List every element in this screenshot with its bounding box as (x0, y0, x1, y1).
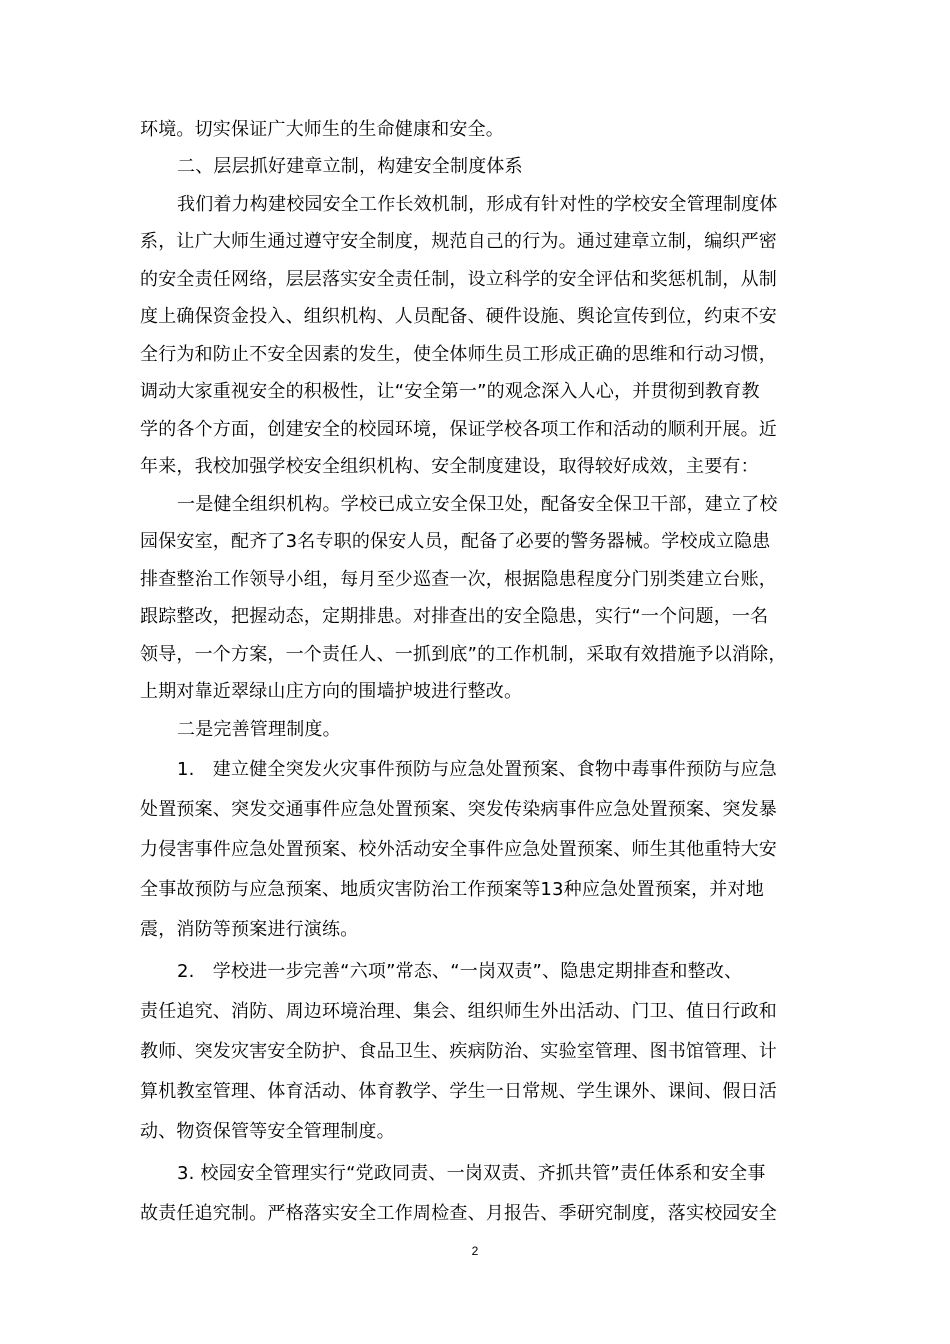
text-line: 调动大家重视安全的积极性，让“安全第一”的观念深入人心，并贯彻到教育教 (140, 381, 760, 402)
text-line: 学的各个方面，创建安全的校园环境，保证学校各项工作和活动的顺利开展。近 (140, 419, 777, 440)
text-line: 上期对靠近翠绿山庄方向的围墙护坡进行整改。 (140, 681, 523, 702)
text-line: 度上确保资金投入、组织机构、人员配备、硬件设施、舆论宣传到位，约束不安 (140, 306, 777, 327)
text-line: 领导，一个方案，一个责任人、一抓到底”的工作机制，采取有效措施予以消除， (140, 644, 787, 665)
text-line: 排查整治工作领导小组，每月至少巡查一次，根据隐患程度分门别类建立台账， (140, 569, 777, 590)
page-number: 2 (471, 1244, 479, 1258)
text-line: 全事故预防与应急预案、地质灾害防治工作预案等13种应急处置预案，并对地 (140, 879, 764, 900)
text-line: 震，消防等预案进行演练。 (140, 919, 359, 940)
text-line: 的安全责任网络，层层落实安全责任制，设立科学的安全评估和奖惩机制，从制 (140, 269, 777, 290)
text-line: 年来，我校加强学校安全组织机构、安全制度建设，取得较好成效，主要有： (140, 456, 759, 477)
text-line: 系，让广大师生通过遵守安全制度，规范自己的行为。通过建章立制，编织严密 (140, 231, 777, 252)
text-line: 教师、突发灾害安全防护、食品卫生、疾病防治、实验室管理、图书馆管理、计 (140, 1041, 777, 1062)
text-line: 责任追究、消防、周边环境治理、集会、组织师生外出活动、门卫、值日行政和 (140, 1001, 777, 1022)
text-line: 环境。切实保证广大师生的生命健康和安全。 (140, 119, 504, 140)
text-line: 园保安室，配齐了3名专职的保安人员，配备了必要的警务器械。学校成立隐患 (140, 531, 771, 552)
text-line: 二是完善管理制度。 (177, 719, 341, 740)
text-line: 处置预案、突发交通事件应急处置预案、突发传染病事件应急处置预案、突发暴 (140, 799, 777, 820)
text-line: 一是健全组织机构。学校已成立安全保卫处，配备安全保卫干部，建立了校 (177, 494, 778, 515)
list-item: 3. 校园安全管理实行“党政同责、一岗双责、齐抓共管”责任体系和安全事 (177, 1163, 766, 1184)
text-line: 动、物资保管等安全管理制度。 (140, 1121, 395, 1142)
list-item: 1. 建立健全突发火灾事件预防与应急处置预案、食物中毒事件预防与应急 (177, 759, 777, 780)
list-item: 2. 学校进一步完善“六项”常态、“一岗双责”、隐患定期排查和整改、 (177, 961, 743, 982)
text-line: 全行为和防止不安全因素的发生，使全体师生员工形成正确的思维和行动习惯， (140, 344, 777, 365)
text-line: 算机教室管理、体育活动、体育教学、学生一日常规、学生课外、课间、假日活 (140, 1081, 777, 1102)
text-line: 我们着力构建校园安全工作长效机制，形成有针对性的学校安全管理制度体 (177, 194, 778, 215)
text-line: 跟踪整改，把握动态，定期排患。对排查出的安全隐患，实行“一个问题，一名 (140, 606, 769, 627)
section-heading: 二、层层抓好建章立制，构建安全制度体系 (177, 156, 523, 177)
text-line: 力侵害事件应急处置预案、校外活动安全事件应急处置预案、师生其他重特大安 (140, 839, 777, 860)
text-line: 故责任追究制。严格落实安全工作周检查、月报告、季研究制度，落实校园安全 (140, 1203, 777, 1224)
